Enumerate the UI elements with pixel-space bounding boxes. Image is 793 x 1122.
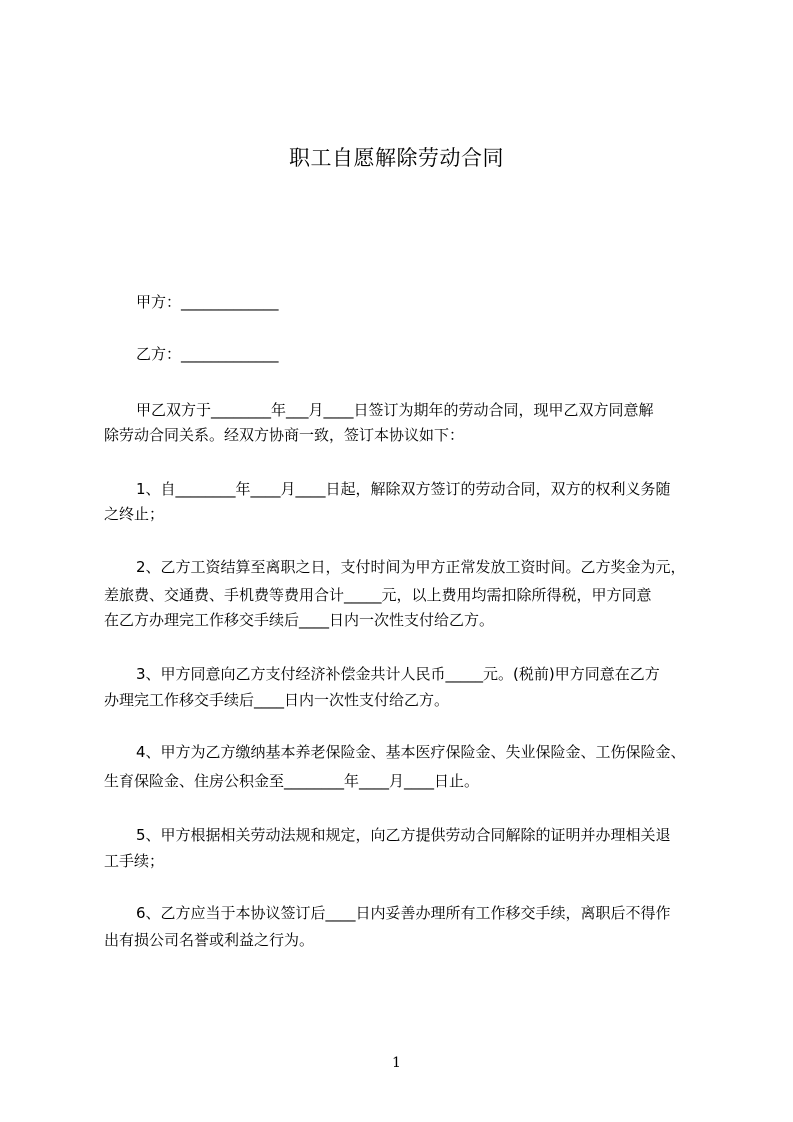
intro-line-2: 除劳动合同关系。经双方协商一致，签订本协议如下： (104, 426, 465, 444)
clause-5-line-1: 5、甲方根据相关劳动法规和规定，向乙方提供劳动合同解除的证明并办理相关退 (136, 826, 671, 844)
clause-3-line-2: 办理完工作移交手续后____日内一次性支付给乙方。 (104, 691, 450, 709)
clause-1-line-2: 之终止； (104, 505, 165, 523)
clause-5-line-2: 工手续； (104, 852, 165, 870)
document-title: 职工自愿解除劳动合同 (289, 146, 504, 170)
clause-4-line-1: 4、甲方为乙方缴纳基本养老保险金、基本医疗保险金、失业保险金、工伤保险金、 (136, 743, 686, 761)
clause-2-line-3: 在乙方办理完工作移交手续后____日内一次性支付给乙方。 (104, 611, 495, 629)
clause-6-line-1: 6、乙方应当于本协议签订后____日内妥善办理所有工作移交手续，离职后不得作 (136, 904, 671, 922)
page-number: 1 (392, 1055, 401, 1071)
party-a-line: 甲方：_____________ (136, 293, 279, 311)
clause-2-line-1: 2、乙方工资结算至离职之日，支付时间为甲方正常发放工资时间。乙方奖金为元， (136, 558, 686, 576)
clause-1-line-1: 1、自________年____月____日起，解除双方签订的劳动合同，双方的权利义务随 (136, 480, 671, 498)
clause-3-line-1: 3、甲方同意向乙方支付经济补偿金共计人民币_____元。(税前)甲方同意在乙方 (136, 665, 660, 683)
party-b-line: 乙方：_____________ (136, 345, 279, 363)
clause-4-line-2: 生育保险金、住房公积金至________年____月____日止。 (104, 772, 480, 790)
clause-2-line-2: 差旅费、交通费、手机费等费用合计_____元，以上费用均需扣除所得税，甲方同意 (104, 586, 652, 604)
clause-6-line-2: 出有损公司名誉或利益之行为。 (104, 931, 315, 949)
intro-line-1: 甲乙双方于________年___月____日签订为期年的劳动合同，现甲乙双方同意解 (136, 401, 654, 419)
